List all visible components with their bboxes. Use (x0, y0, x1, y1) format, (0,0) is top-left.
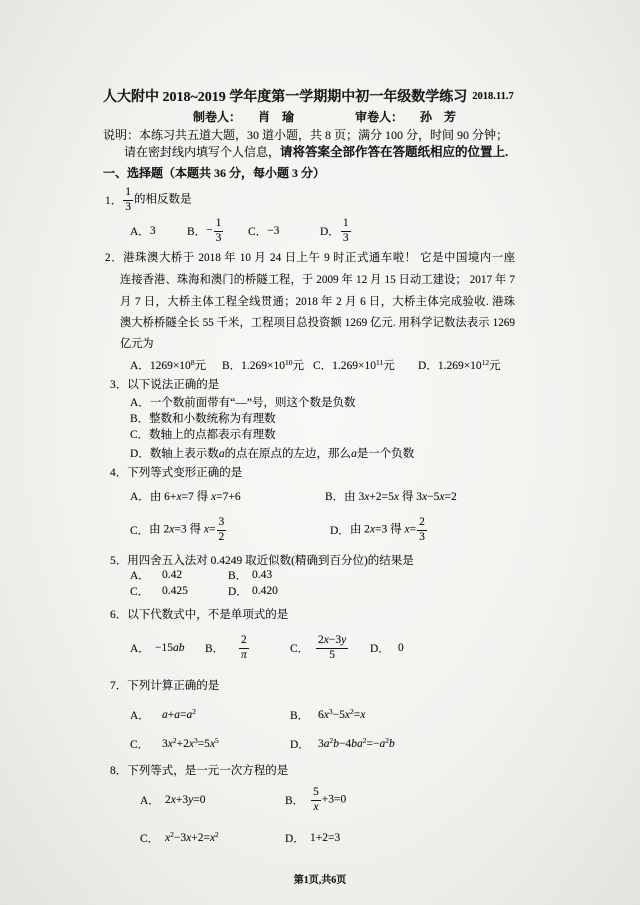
option-label: D． (130, 448, 150, 460)
question-number: 7． (110, 680, 128, 692)
option-label: A． (130, 491, 150, 503)
instructions-emphasis: 请将答案全部作答在答题纸相应的位置上. (280, 145, 509, 159)
option-label: D． (320, 226, 340, 238)
question-stem-line: 亿元为 (120, 338, 154, 350)
math-text: =0 (193, 794, 206, 806)
math-text: =3 得 (174, 523, 204, 536)
math-text: + (167, 709, 175, 721)
math-text: 元 (383, 360, 395, 372)
option-b (205, 632, 250, 664)
exponent: 2 (329, 735, 334, 745)
option-label: B． (205, 643, 225, 655)
option-content (206, 217, 224, 244)
math-text: =2 (444, 491, 457, 503)
option-d (290, 728, 395, 760)
math-text: 整数和小数统称为有理数 (149, 413, 276, 425)
math-text: 1 (125, 186, 131, 199)
option-a (140, 784, 205, 816)
option-content (149, 516, 227, 543)
option-content (350, 516, 428, 543)
instructions-note: 说明：本练习共五道大题，30 道小题，共 8 页；满分 100 分，时间 90 分钟； (103, 127, 509, 142)
option-label: D． (330, 525, 350, 537)
option-label: A． (130, 226, 150, 238)
option-a (130, 699, 196, 731)
question-text (122, 186, 191, 213)
math-variable: b (333, 738, 339, 750)
math-text: 5 (313, 786, 319, 799)
exponent: 3 (193, 735, 198, 745)
fraction (123, 186, 133, 213)
math-text: −5 (332, 709, 345, 721)
option-label: B． (130, 413, 150, 425)
math-variable: x (439, 491, 445, 503)
math-variable: x (209, 832, 216, 844)
math-variable: x (313, 800, 319, 813)
math-variable: x (186, 832, 192, 844)
option-content (310, 832, 340, 844)
math-text: +2= (191, 832, 210, 844)
math-variable: x (393, 491, 399, 503)
option-b (290, 699, 365, 731)
fraction (311, 786, 321, 813)
fraction-numerator (214, 217, 224, 231)
math-text: 1.269×10 (241, 360, 286, 372)
math-variable: x (364, 491, 370, 503)
exponent: 12 (481, 357, 490, 367)
math-variable: x (203, 523, 210, 536)
question-number: 8． (110, 765, 128, 777)
math-variable: a (323, 738, 330, 750)
option-b (285, 784, 346, 816)
fraction-denominator (217, 531, 227, 544)
math-text: 0.425 (162, 585, 188, 597)
math-text: 5 (329, 648, 335, 661)
math-text: 的点在原点的左边，那么 (224, 448, 352, 460)
option-content (267, 225, 279, 237)
fraction (217, 516, 227, 543)
page-footer: 第1页,共6页 (293, 874, 347, 886)
question-number: 6． (110, 609, 128, 621)
option-content (318, 735, 395, 750)
fraction (316, 634, 348, 661)
math-text: +2 (176, 738, 189, 750)
math-variable: a (186, 709, 193, 721)
question-text: 以下代数式中，不是单项式的是 (127, 609, 289, 621)
math-text: 一个数前面带有“—”号，则这个数是负数 (149, 397, 356, 409)
math-variable: b (388, 738, 395, 750)
math-variable: π (241, 648, 247, 661)
exponent: 2 (172, 735, 177, 745)
question-number: 2． (105, 252, 124, 264)
math-text: =3 得 (375, 523, 405, 536)
question-number: 4． (110, 467, 128, 479)
question-text: 以下说法正确的是 (127, 379, 220, 391)
option-label: A． (130, 643, 150, 655)
question-number: 1． (105, 195, 123, 207)
math-text: 2 (165, 794, 171, 806)
question-text: 下列计算正确的是 (127, 680, 220, 692)
question-stem-line: 连接香港、珠海和澳门的桥隧工程，于 2009 年 12 月 15 日动工建设； 2017 年 7 (120, 274, 515, 286)
math-text: −3 (267, 225, 280, 237)
math-text: +3 (175, 794, 189, 806)
exponent: 2 (385, 735, 389, 745)
option-label: B． (285, 795, 305, 807)
math-variable: x (169, 523, 175, 536)
question-text-line: 港珠澳大桥于 2018 年 10 月 24 日上午 9 时正式通车啦！ 它是中国境内一座 (123, 252, 515, 264)
option-label: C． (248, 226, 268, 238)
option-label: D． (370, 643, 390, 655)
question-stem-line: 澳大桥桥隧全长 55 千米，工程项目总投资额 1269 亿元. 用科学记数法表示 1269 (120, 317, 515, 329)
math-text: 1269×10 (149, 360, 191, 372)
option-d (370, 632, 404, 664)
option-c (290, 632, 349, 664)
option-label: C． (313, 360, 333, 372)
option-content (238, 634, 250, 661)
exam-date: 2018.11.7 (472, 90, 514, 102)
math-text: = (409, 523, 417, 536)
exponent: 2 (362, 735, 367, 745)
option-label: C． (140, 833, 160, 845)
math-variable: a (379, 738, 386, 750)
option-label: C． (290, 643, 310, 655)
math-variable: x (360, 709, 366, 721)
option-content (162, 706, 196, 721)
math-text: −5 (427, 491, 440, 503)
math-text: 1.269×10 (437, 360, 482, 372)
option-b (222, 349, 304, 381)
fraction-denominator (123, 201, 133, 214)
fraction (239, 634, 249, 661)
question-text: 用四舍五入法对 0.4249 取近似数(精确到百分位)的结果是 (127, 555, 414, 567)
math-variable: x (323, 709, 329, 721)
math-text: 3 (342, 231, 349, 244)
math-text: 0.420 (252, 585, 278, 597)
fraction (341, 217, 351, 244)
math-text: 得 3 (399, 491, 422, 503)
math-text: 3 (215, 231, 222, 244)
math-text: 的相反数是 (134, 193, 192, 206)
fraction-denominator (311, 801, 320, 814)
math-variable: a (174, 709, 180, 721)
option-label: B． (290, 710, 310, 722)
option-label: A． (130, 397, 150, 409)
fraction-numerator (417, 516, 427, 530)
option-content (310, 786, 346, 813)
math-text: 3 (149, 225, 156, 237)
option-content (315, 634, 349, 661)
option-content (438, 357, 501, 373)
fraction-numerator (123, 186, 133, 200)
math-text: 6 (318, 709, 324, 721)
math-variable: y (341, 634, 347, 647)
math-text: 数轴上的点都表示有理数 (149, 429, 276, 441)
exponent: 2 (215, 829, 219, 839)
option-label: A． (130, 360, 150, 372)
math-variable: x (323, 634, 329, 647)
option-content (150, 488, 241, 504)
option-label: B． (325, 491, 345, 503)
math-text: =− (366, 738, 380, 750)
math-text: 2 (419, 516, 425, 529)
math-text: 3 (125, 200, 131, 213)
fraction-numerator (311, 786, 321, 800)
option-content (155, 642, 185, 654)
exam-title: 人大附中 2018~2019 学年度第一学期期中初一年级数学练习 (103, 90, 468, 105)
math-variable: x (176, 491, 182, 503)
question-stem-line: 月 7 日，大桥主体工程全线贯通；2018 年 2 月 6 日，大桥主体完成验收. 港珠 (120, 296, 515, 308)
fraction-denominator (327, 649, 337, 662)
question-stem (110, 598, 288, 630)
math-variable: x (422, 491, 428, 503)
instructions-plain: 请在密封线内填写个人信息， (124, 144, 281, 159)
question-stem (110, 669, 219, 701)
exponent: 10 (285, 357, 293, 367)
math-variable: x (369, 523, 376, 536)
option-a (130, 480, 241, 512)
option-label: B． (187, 226, 207, 238)
option-label: C． (130, 739, 150, 751)
option-content (150, 225, 156, 237)
option-label: B． (228, 570, 248, 582)
math-text: 1 (215, 217, 222, 230)
fraction-denominator (417, 531, 427, 544)
math-text: +3=0 (321, 793, 347, 806)
option-label: A． (130, 710, 150, 722)
math-variable: x (404, 523, 410, 536)
math-text: =7+6 (216, 491, 241, 503)
option-content (241, 357, 304, 373)
math-text: 0 (398, 642, 404, 654)
option-content (162, 735, 219, 750)
math-variable: x (209, 738, 216, 750)
option-label: D． (228, 586, 248, 598)
math-text: 3 (419, 530, 425, 543)
question-number: 3． (110, 379, 128, 391)
math-text: 是一个负数 (356, 448, 415, 460)
option-content (340, 217, 352, 244)
math-text: −15 (155, 642, 173, 654)
option-content (318, 706, 366, 721)
option-label: C． (130, 525, 150, 537)
fraction-numerator (341, 217, 351, 231)
math-variable: x (344, 709, 350, 721)
math-text: 3 (318, 738, 324, 750)
option-b (325, 480, 457, 512)
option-label: C． (130, 429, 150, 441)
option-label: C． (130, 586, 150, 598)
question-stem (105, 184, 192, 216)
math-variable: x (167, 738, 173, 750)
option-label: D． (285, 833, 305, 845)
math-text: +2=5 (369, 491, 394, 503)
author-label: 制卷人： (193, 109, 242, 124)
option-c (313, 349, 395, 381)
math-text: 1 (342, 217, 349, 230)
option-d (418, 349, 501, 381)
fraction-numerator (239, 634, 249, 648)
exponent: 5 (215, 735, 219, 745)
math-text: 0.42 (162, 569, 183, 581)
math-text: 1.269×10 (332, 360, 377, 372)
math-text: 由 6+ (149, 491, 177, 503)
option-content (344, 488, 457, 504)
exponent: 3 (328, 706, 333, 716)
fraction-numerator (217, 516, 227, 530)
option-c (130, 514, 227, 546)
math-text: 2 (218, 530, 225, 543)
fraction (417, 516, 427, 543)
exponent: 11 (376, 357, 384, 367)
option-d (285, 822, 340, 854)
reviewer-name: 孙 芳 (420, 109, 457, 124)
author-name: 肖 瑜 (258, 109, 295, 124)
math-variable: a (162, 709, 168, 721)
exponent: 2 (170, 829, 174, 839)
exponent: 8 (190, 357, 195, 367)
option-label: A． (140, 795, 160, 807)
option-d (330, 514, 428, 546)
fraction (214, 217, 224, 244)
math-text: 由 2 (349, 523, 370, 536)
math-text: = (353, 709, 361, 721)
math-text: 由 2 (149, 523, 170, 536)
math-variable: a (218, 448, 225, 460)
question-stem (110, 754, 288, 786)
math-text: −3 (328, 634, 342, 647)
math-text: 0.43 (252, 569, 273, 581)
math-text: 由 3 (344, 491, 365, 503)
math-text: 元 (292, 360, 305, 372)
option-label: A． (130, 570, 150, 582)
math-variable: ba (351, 738, 363, 750)
math-variable: a (351, 448, 357, 460)
math-variable: x (165, 832, 171, 844)
math-text: −3 (173, 832, 187, 844)
math-text: 元 (489, 360, 501, 372)
math-text: 2 (241, 634, 247, 647)
math-variable: y (188, 794, 194, 806)
fraction-denominator (239, 649, 249, 662)
option-content (165, 829, 219, 844)
math-text: 3 (162, 738, 168, 750)
exponent: 2 (192, 706, 196, 716)
math-text: =5 (197, 738, 210, 750)
option-a (130, 632, 185, 664)
math-text: 2 (318, 634, 324, 647)
option-label: D． (290, 739, 310, 751)
math-variable: x (170, 794, 176, 806)
option-c (140, 822, 219, 854)
math-text: 数轴上表示数 (149, 448, 219, 460)
option-content (332, 357, 395, 373)
option-content (252, 585, 278, 597)
math-variable: x (188, 738, 194, 750)
fraction-numerator (316, 634, 348, 648)
math-text: − (206, 224, 213, 237)
option-label: D． (418, 360, 438, 372)
math-text: 1+2=3 (310, 832, 341, 844)
option-content (398, 642, 404, 654)
option-content (165, 794, 205, 806)
math-variable: x (211, 491, 217, 503)
math-text: 元 (194, 360, 207, 372)
option-label: B． (222, 360, 242, 372)
math-variable: ab (173, 642, 185, 654)
math-text: 3 (218, 516, 225, 529)
question-number: 5． (110, 555, 128, 567)
math-text: = (209, 523, 216, 536)
option-content (162, 585, 188, 597)
exponent: 2 (349, 706, 354, 716)
math-text: −4 (338, 738, 352, 750)
question-text: 下列等式变形正确的是 (127, 467, 243, 479)
math-text: =7 得 (181, 491, 212, 503)
math-text: = (180, 709, 187, 721)
reviewer-label: 审卷人： (355, 109, 404, 124)
section-title: 一、选择题（本题共 36 分，每小题 3 分） (103, 165, 326, 180)
question-text: 下列等式，是一元一次方程的是 (127, 765, 289, 777)
